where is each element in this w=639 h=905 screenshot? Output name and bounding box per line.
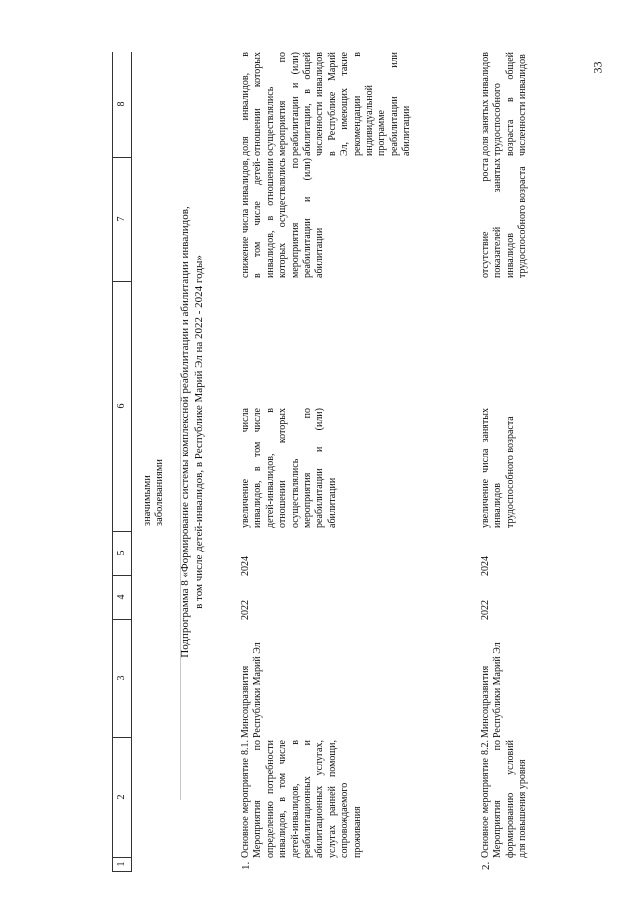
column-number: 4 — [113, 575, 131, 620]
column-number: 5 — [113, 531, 131, 576]
end-year-cell: 2024 — [240, 556, 251, 576]
subprogram-title — [178, 172, 206, 692]
short-result-cell: увеличение числа занятых инвалидов трудоспособного возраста — [480, 408, 516, 528]
top-fragment-line: значимыми — [142, 475, 153, 526]
top-fragment — [142, 326, 167, 526]
row-number: 1. — [240, 861, 252, 870]
column-number: 8 — [113, 51, 131, 158]
end-year-cell: 2024 — [480, 556, 491, 576]
page-number: 33 — [590, 61, 605, 74]
landscape-table-sheet — [112, 52, 632, 872]
start-year-cell: 2022 — [240, 600, 251, 620]
indicator-link-cell: доля инвалидов, в отношении которых осуществлялись мероприятия по реабилитации и (или) абилитации, в общей численности инвалидов в Республике Марий Эл, имеющих такие рекомендации в индивидуальной программе реабилитации или абилитации — [240, 52, 413, 156]
measure-cell: Основное мероприятие 8.1. Мероприятия по определению потребности инвалидов, в том числе детей-инвалидов, в реабилитационных и абилитационных услугах, услугах ранней помощи, сопровождаемого проживания — [240, 740, 363, 858]
row-number: 2. — [480, 861, 492, 870]
column-number: 3 — [113, 619, 131, 738]
column-number: 7 — [113, 157, 131, 282]
column-number: 1 — [113, 857, 131, 872]
subprogram-title-line: в том числе детей-инвалидов, в Республике Марий Эл на 2022 - 2024 годы» — [193, 255, 205, 609]
consequences-cell: отсутствие роста показателей занятых инвалидов трудоспособного возраста — [480, 158, 529, 278]
short-result-cell: увеличение числа инвалидов, в том числе детей-инвалидов, в отношении которых осуществлялись мероприятия по реабилитации и (или) абилитации — [240, 408, 338, 528]
column-number: 2 — [113, 737, 131, 858]
column-number-header — [112, 52, 132, 872]
measure-cell: Основное мероприятие 8.2. Мероприятия по формированию условий для повышения уровня — [480, 740, 529, 858]
subprogram-title-line: Подпрограмма 8 «Формирование системы комплексной реабилитации и абилитации инвалидов, — [179, 206, 191, 658]
executor-cell: Минсоцразвития Республики Марий Эл — [480, 642, 504, 738]
indicator-link-cell: доля занятых инвалидов трудоспособного возраста в общей численности инвалидов — [480, 52, 529, 156]
executor-cell: Минсоцразвития Республики Марий Эл — [240, 642, 264, 738]
consequences-cell: снижение числа инвалидов, в том числе детей-инвалидов, в отношении которых осуществлялись мероприятия по реабилитации и (или) абилитации — [240, 158, 326, 278]
start-year-cell: 2022 — [480, 600, 491, 620]
column-number: 6 — [113, 281, 131, 532]
top-fragment-line: заболеваниями — [154, 459, 166, 526]
